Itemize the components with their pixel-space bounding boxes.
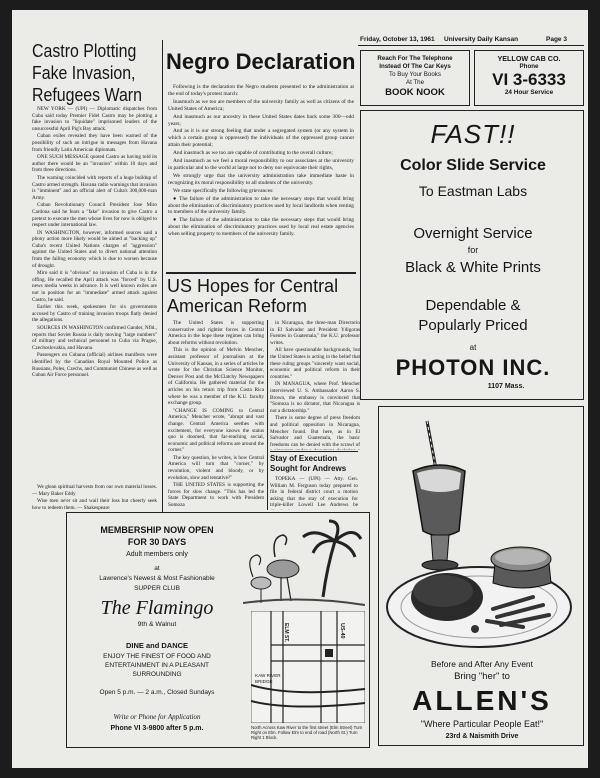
map-bridge-label: KAW RIVER BRIDGE bbox=[255, 673, 281, 684]
flamingo-newest: Lawrence's Newest & Most Fashionable bbox=[99, 575, 215, 582]
reform-paragraph: The United States is supporting conservative and rightist forces in Central America in the hope these regimes can bring about reforms without revolution. bbox=[168, 320, 264, 346]
negro-paragraph: Inasmuch as we too are members of the university family as well as citizens of the United States of America; bbox=[168, 98, 354, 112]
photon-color-slide: Color Slide Service bbox=[400, 157, 546, 174]
negro-paragraph: And inasmuch as we too are capable of contributing to the overall culture; bbox=[173, 150, 333, 157]
reform-column-1 bbox=[168, 320, 264, 512]
negro-paragraph: Following is the declaration the Negro students presented to the administration at the end of today's protest march: bbox=[168, 84, 354, 97]
castro-body bbox=[32, 106, 157, 482]
directions-map bbox=[251, 611, 365, 723]
reform-paragraph: There is some degree of press freedom and political opposition in Nicaragua, Mencher found. But here, as in El Salvador and Guatemala, the basic freedoms can be denied with the scrawl of bbox=[270, 415, 360, 448]
negro-paragraph: And inasmuch as we feel a moral responsibility to our associates at the university in particular and to the world at large not to deny nor equivocate their rights, bbox=[168, 158, 354, 171]
cab-ad-phone: VI 3-6333 bbox=[492, 70, 566, 89]
photon-dependable: Dependable & bbox=[425, 297, 521, 314]
flamingo-bird-illustration bbox=[243, 517, 365, 609]
castro-paragraph: ONE SUCH MESSAGE quoted Castro as having told its author there would be an "invasion" within 10 days and from three directions. bbox=[32, 154, 157, 174]
column-divider bbox=[267, 320, 268, 510]
flamingo-phone: Phone VI 3-9800 after 5 p.m. bbox=[110, 725, 204, 732]
book-ad-line: Reach For The Telephone bbox=[377, 55, 453, 62]
photon-for: for bbox=[467, 245, 479, 255]
quote-line: We glean spiritual harvests from our own material losses. — Mary Baker Eddy bbox=[32, 484, 157, 497]
reform-paragraph: in Nicaragua, the three-man Directorio in El Salvador and President Ydigoras Fuentes in Guatemala," the K.U. professor writes. bbox=[270, 320, 360, 346]
castro-paragraph: IN WASHINGTON, however, informed sources said a phony action more likely would be aimed at "backing up" Cuba's recent United Nations charges of "aggression" against the United States and to divert national attention from the failing economy which is due to worsen because of drought. bbox=[32, 229, 157, 269]
flamingo-dine: DINE and DANCE bbox=[125, 641, 189, 650]
flamingo-address: 9th & Walnut bbox=[137, 621, 177, 628]
allens-slogan: "Where Particular People Eat!" bbox=[420, 719, 544, 729]
negro-paragraph: And inasmuch as our ancestry in these United States dates back some 300—odd years; bbox=[168, 113, 354, 127]
photon-overnight: Overnight Service bbox=[413, 225, 533, 242]
photon-eastman: To Eastman Labs bbox=[418, 183, 528, 199]
masthead-rule bbox=[358, 45, 584, 46]
book-ad-line: At The bbox=[405, 79, 425, 86]
book-nook-name: BOOK NOOK bbox=[385, 87, 445, 98]
reform-paragraph: All have questionable backgrounds, but the United States is acting in the belief that these ruling groups "sincerely want social, economic and political reform in their countries." bbox=[270, 347, 360, 380]
flamingo-hours: Open 5 p.m. — 2 a.m., Closed Sundays bbox=[99, 689, 215, 696]
photon-priced: Popularly Priced bbox=[418, 317, 528, 334]
flamingo-reservations: Write or Phone for Application bbox=[113, 713, 201, 721]
photon-name: PHOTON INC. bbox=[395, 355, 551, 380]
masthead-page-number: Page 3 bbox=[546, 36, 567, 43]
reform-paragraph: This is the opinion of Melvin Mencher, assistant professor of journalism at the University of Kansas, in a series of articles he wrote for the Christian Science Monitor, Denver Post and the McClatchy Newspapers of California. He gathered material for the articles on his return trip from Costa Rica where he was a member of the K.U. faculty exchange group. bbox=[168, 347, 264, 407]
book-nook-ad bbox=[360, 50, 470, 106]
castro-article bbox=[32, 40, 158, 106]
milkshake-and-burger-illustration bbox=[383, 411, 579, 655]
flamingo-enjoy-line: ENJOY THE FINEST OF FOOD AND bbox=[103, 653, 211, 660]
photon-bw: Black & White Prints bbox=[405, 259, 541, 276]
map-highway-label: US-40 bbox=[339, 623, 345, 639]
flamingo-ad bbox=[66, 512, 370, 748]
castro-paragraph: NEW YORK — (UPI) — Diplomatic dispatches from Cuba said today Premier Fidel Castro may be plotting a fake invasion to "liquidate" imprisoned leaders of the unsuccessful April Pig's Bay attack. bbox=[32, 106, 157, 132]
negro-headline: Negro Declaration bbox=[166, 49, 356, 74]
photon-address: 1107 Mass. bbox=[487, 383, 525, 390]
palm-tree-icon bbox=[303, 521, 361, 597]
execution-headline: Stay of Execution Sought for Andrews bbox=[270, 454, 347, 473]
negro-paragraph: We strongly urge that the university administration take immediate haste in recognizing its moral responsibility to all students of the university. bbox=[168, 172, 354, 186]
allens-before: Before and After Any Event bbox=[430, 659, 534, 669]
reform-column-2 bbox=[270, 320, 360, 450]
negro-paragraph: ● The failure of the administration to take the necessary steps that would bring about the elimination of discriminatory practices used by local real estate agencies when selling property to members of the university family. bbox=[168, 217, 354, 238]
flamingo-enjoy-line: ENTERTAINMENT IN A PLEASANT bbox=[104, 662, 210, 669]
reform-paragraph: IN MANAGUA, where Prof. Mencher interviewed U. S. Ambassador Aaron S. Brown, the embassy is convinced that "Somoza is no dictator, that Nicaragua is not a dictatorship." bbox=[270, 381, 360, 414]
newspaper-page bbox=[12, 10, 588, 768]
allens-bring: Bring "her" to bbox=[454, 671, 510, 682]
photon-fast: FAST!! bbox=[430, 119, 516, 149]
quote-line: Wise men ne'er sit and wail their loss but cheerly seek how to redeem them. — Shakespeare bbox=[32, 498, 157, 511]
castro-paragraph: Passengers on Cubana (official) airlines manifests were identified by the Canadian Royal Mounted Police as Russians, Poles, Czechs, and Communist Chinese as well as Cuban Air Force personnel. bbox=[32, 352, 157, 379]
castro-paragraph: Cuban Revolutionary Council President Jose Miro Cardona said he fears a "fake" invasion to give Castro a pretext to execute the men whose lives for now is obliged to respect under international law. bbox=[32, 202, 157, 229]
negro-paragraph: We state specifically the following grievances: bbox=[173, 187, 274, 194]
castro-paragraph: The warning coincided with reports of a huge buildup of Castro armed strength. Havana radio warnings that invasion is "imminent" and an official alert of Cuba's 300,000-man Army. bbox=[32, 174, 157, 201]
allens-ad bbox=[378, 406, 584, 746]
photon-at: at bbox=[469, 343, 477, 352]
column-divider bbox=[162, 40, 163, 512]
masthead-paper: University Daily Kansan bbox=[444, 36, 519, 43]
book-ad-line: To Buy Your Books bbox=[389, 71, 441, 78]
masthead-date: Friday, October 13, 1961 bbox=[360, 36, 435, 43]
section-rule bbox=[270, 451, 358, 452]
map-elm-street-label: ELM ST. bbox=[283, 623, 289, 643]
reform-paragraph: "CHANGE IS COMING to Central America," Mencher wrote, "abrupt and vast change. Central America seethes with excitement, for everyone knows the status quo is doomed, that far-reaching social, economic and political reforms are around the corner." bbox=[168, 407, 264, 454]
negro-body bbox=[168, 84, 354, 270]
cab-ad-phone-label: Phone bbox=[519, 63, 539, 70]
execution-body bbox=[270, 476, 358, 510]
cab-ad-title: YELLOW CAB CO. bbox=[497, 54, 561, 63]
allens-address: 23rd & Naismith Drive bbox=[445, 733, 519, 740]
flamingo-days: FOR 30 DAYS bbox=[127, 537, 187, 547]
milkshake-glass-icon bbox=[413, 421, 465, 570]
section-rule bbox=[166, 272, 356, 274]
castro-paragraph: Earlier this week, spokesmen for six governments accused by Castro of training invasion troops flatly denied the allegations. bbox=[32, 304, 157, 324]
flamingo-supper-club: SUPPER CLUB bbox=[134, 585, 180, 592]
reform-paragraph: The key question, he writes, is how Central America will turn that "corner," by revolution, violent and bloody, or by evolution, slow and tentative?" bbox=[168, 454, 264, 481]
execution-paragraph: TOPEKA — (UPI) — Atty. Gen. William M. Ferguson today prepared to file in federal district court a motion asking that the stay of execution for triple-killer Lowell Lee Andrews be bbox=[270, 476, 358, 509]
flamingo-enjoy-line: SURROUNDING bbox=[132, 671, 182, 678]
map-directions: North Across Kaw River to the first street (Elm Street) Turn Right on Elm. Follow Elm to end of road (North St.) Turn Right 1 Block. bbox=[251, 725, 363, 740]
cab-ad-service: 24 Hour Service bbox=[504, 89, 554, 96]
castro-paragraph: Cuban exiles revealed they have been warned of the possibility of such an intrigue in messages from Havana from friendly Latin American diplomats. bbox=[32, 133, 157, 153]
negro-paragraph: ● The failure of the administration to take the necessary steps that would bring about the elimination of discriminatory practices used by local landlords when renting to members of the university family. bbox=[168, 195, 354, 216]
book-ad-line: Instead Of The Car Keys bbox=[379, 63, 451, 70]
flamingo-name: The Flamingo bbox=[100, 597, 214, 619]
reform-paragraph: THE UNITED STATES is supporting the forces for slow change. "This has led the State Department to work with President Somoza bbox=[168, 482, 264, 509]
photon-ad bbox=[360, 110, 584, 400]
castro-paragraph: SOURCES IN WASHINGTON confirmed Gander, Nfld., reports that Soviet Russia is daily moving "large numbers" of military and technical personnel to Cuba via Prague, Czechoslovakia, and Havana. bbox=[32, 325, 157, 351]
allens-name: ALLEN'S bbox=[412, 685, 552, 716]
negro-paragraph: And as it is our strong feeling that under a segregated system (or any system in which a certain group is oppressed) the individuals of the oppressed group cannot attain their potential; bbox=[168, 128, 354, 149]
reform-headline: US Hopes for Central American Reform bbox=[167, 276, 339, 316]
flamingo-adults: Adult members only bbox=[126, 551, 188, 558]
burger-plate-icon bbox=[387, 547, 571, 647]
castro-paragraph: Miro said it is "obvious" no invasion of Cuba is in the offing. He recalled the April attack was "forced" by U.S. news media weeks in advance. It is well known exiles are not in position for an "immediate" armed attack against Castro, he said. bbox=[32, 270, 157, 303]
flamingo-at: at bbox=[154, 565, 160, 572]
flamingo-membership: MEMBERSHIP NOW OPEN bbox=[100, 525, 214, 535]
map-location-marker bbox=[325, 649, 333, 657]
yellow-cab-ad bbox=[474, 50, 584, 106]
flamingo-bird-icon bbox=[250, 535, 299, 603]
castro-headline: Castro Plotting Fake Invasion, Refugees Warn bbox=[32, 40, 142, 105]
